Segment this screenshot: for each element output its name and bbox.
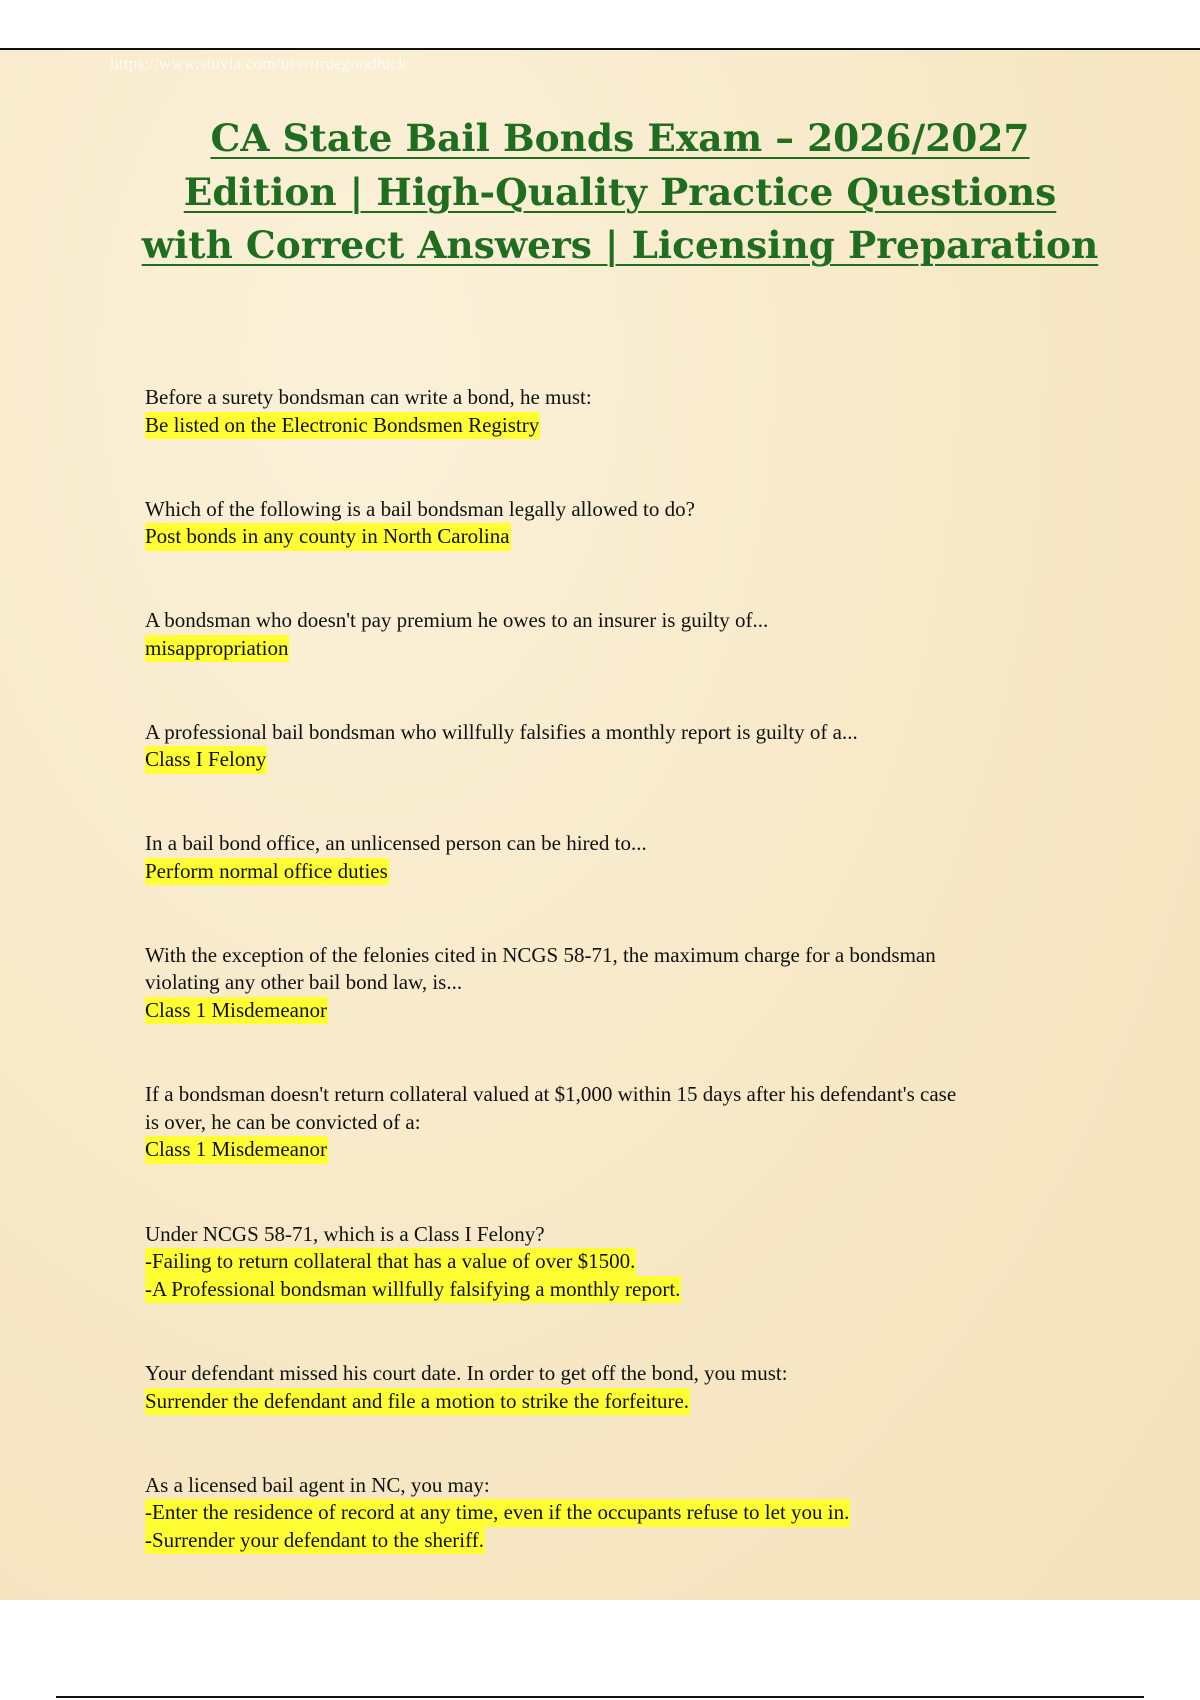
question-text: Under NCGS 58-71, which is a Class I Felony? <box>145 1221 545 1246</box>
qa-item <box>145 1360 1105 1472</box>
question-text: A professional bail bondsman who willfully falsifies a monthly report is guilty of a... <box>145 719 858 744</box>
qa-item <box>145 1472 1105 1612</box>
document-title: CA State Bail Bonds Exam – 2026/2027 Edition | High-Quality Practice Questions with Correct Answers | Licensing Preparation <box>141 116 1099 267</box>
qa-list <box>145 384 1105 1611</box>
question-text: violating any other bail bond law, is... <box>145 970 463 994</box>
qa-item <box>145 830 1105 942</box>
question-text: In a bail bond office, an unlicensed person can be hired to... <box>145 831 647 855</box>
answer-highlight: Post bonds in any county in North Carolina <box>145 523 511 551</box>
answer-highlight: -Failing to return collateral that has a value of over $1500. <box>145 1248 636 1276</box>
qa-item <box>145 607 1105 719</box>
url-watermark: https://www.stuvia.com/user/truegoodluck <box>110 54 407 73</box>
answer-highlight: Surrender the defendant and file a motion to strike the forfeiture. <box>145 1388 690 1416</box>
qa-item <box>145 1221 1105 1361</box>
qa-item <box>145 1081 1105 1221</box>
answer-highlight: Class 1 Misdemeanor <box>145 997 328 1025</box>
qa-item <box>145 384 1105 496</box>
question-text: If a bondsman doesn't return collateral valued at $1,000 within 15 days after his defendant's case <box>145 1082 957 1106</box>
qa-item <box>145 719 1105 831</box>
answer-highlight: -Enter the residence of record at any time, even if the occupants refuse to let you in. <box>145 1499 850 1527</box>
question-text: Your defendant missed his court date. In order to get off the bond, you must: <box>145 1361 788 1385</box>
answer-highlight: -Surrender your defendant to the sheriff. <box>145 1527 485 1555</box>
answer-highlight: misappropriation <box>145 635 289 663</box>
bottom-rule <box>56 1696 1144 1698</box>
answer-highlight: Perform normal office duties <box>145 858 389 886</box>
answer-highlight: -A Professional bondsman willfully falsifying a monthly report. <box>145 1276 681 1304</box>
question-text: As a licensed bail agent in NC, you may: <box>145 1472 490 1497</box>
answer-highlight: Class 1 Misdemeanor <box>145 1136 328 1164</box>
question-text: is over, he can be convicted of a: <box>145 1109 421 1134</box>
question-text: Which of the following is a bail bondsman legally allowed to do? <box>145 496 695 521</box>
qa-item <box>145 942 1105 1082</box>
question-text: Before a surety bondsman can write a bond, he must: <box>145 385 592 409</box>
question-text: With the exception of the felonies cited in NCGS 58-71, the maximum charge for a bondsman <box>145 942 936 967</box>
answer-highlight: Class I Felony <box>145 746 267 774</box>
answer-highlight: Be listed on the Electronic Bondsmen Registry <box>145 412 540 440</box>
question-text: A bondsman who doesn't pay premium he owes to an insurer is guilty of... <box>145 608 769 632</box>
qa-item <box>145 496 1105 608</box>
